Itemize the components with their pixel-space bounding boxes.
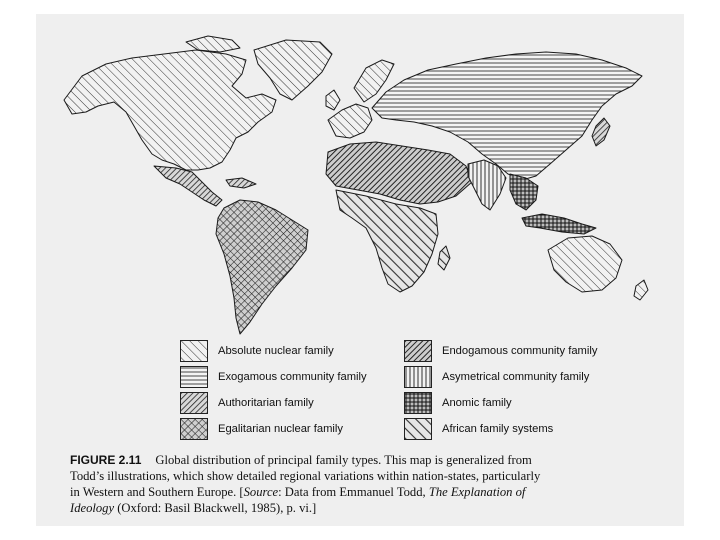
- legend-item-absolute-nuclear: [180, 340, 334, 362]
- legend-swatch: [404, 366, 432, 388]
- legend-label: African family systems: [442, 423, 554, 435]
- region-greenland: [254, 40, 332, 100]
- legend-swatch: [180, 366, 208, 388]
- region-indonesia: [522, 214, 596, 234]
- legend-label: Asymetrical community family: [442, 371, 590, 383]
- region-arctic-islands: [186, 36, 240, 52]
- source-text: : Data from Emmanuel Todd,: [278, 485, 429, 499]
- legend-item-authoritarian: [180, 392, 314, 414]
- legend-item-exogamous-community: [180, 366, 367, 388]
- region-south-america: [216, 200, 308, 334]
- region-japan: [592, 118, 610, 146]
- legend-label: Anomic family: [442, 397, 512, 409]
- legend-label: Exogamous community family: [218, 371, 367, 383]
- region-southeast-asia: [510, 174, 538, 210]
- legend-swatch: [404, 392, 432, 414]
- legend-label: Absolute nuclear family: [218, 345, 334, 357]
- region-caribbean: [226, 178, 256, 188]
- legend-swatch: [180, 340, 208, 362]
- legend-item-egalitarian-nuclear: [180, 418, 343, 440]
- region-british-isles: [326, 90, 340, 110]
- legend-label: Endogamous community family: [442, 345, 598, 357]
- legend-label: Egalitarian nuclear family: [218, 423, 343, 435]
- legend-item-african-systems: [404, 418, 553, 440]
- caption-text: Global distribution of principal family types. This map is generalized from: [155, 453, 532, 467]
- legend-swatch: [404, 340, 432, 362]
- legend-item-asymetrical-community: [404, 366, 589, 388]
- region-sub-saharan-africa: [336, 190, 438, 292]
- caption-line-1: [70, 452, 670, 468]
- caption-text: in Western and Southern Europe. [: [70, 485, 244, 499]
- figure-caption: [70, 452, 670, 524]
- legend-item-endogamous-community: [404, 340, 597, 362]
- caption-line-4: [70, 500, 670, 516]
- map-legend: [180, 340, 650, 450]
- region-madagascar: [438, 246, 450, 270]
- source-label: Source: [243, 485, 279, 499]
- legend-label: Authoritarian family: [218, 397, 314, 409]
- caption-line-3: [70, 484, 670, 500]
- region-mexico: [154, 166, 222, 206]
- legend-swatch: [180, 418, 208, 440]
- region-new-zealand: [634, 280, 648, 300]
- caption-line-2: Todd’s illustrations, which show detailed regional variations within nation-states, particularly: [70, 469, 541, 483]
- scanned-figure: [36, 14, 684, 526]
- legend-swatch: [404, 418, 432, 440]
- region-australia: [548, 236, 622, 292]
- figure-number: FIGURE 2.11: [70, 453, 142, 467]
- source-tail: (Oxford: Basil Blackwell, 1985), p. vi.]: [114, 501, 317, 515]
- book-title-a: The Explanation of: [428, 485, 526, 499]
- legend-swatch: [180, 392, 208, 414]
- legend-item-anomic: [404, 392, 512, 414]
- region-north-america: [64, 50, 276, 170]
- book-title-b: Ideology: [70, 501, 115, 515]
